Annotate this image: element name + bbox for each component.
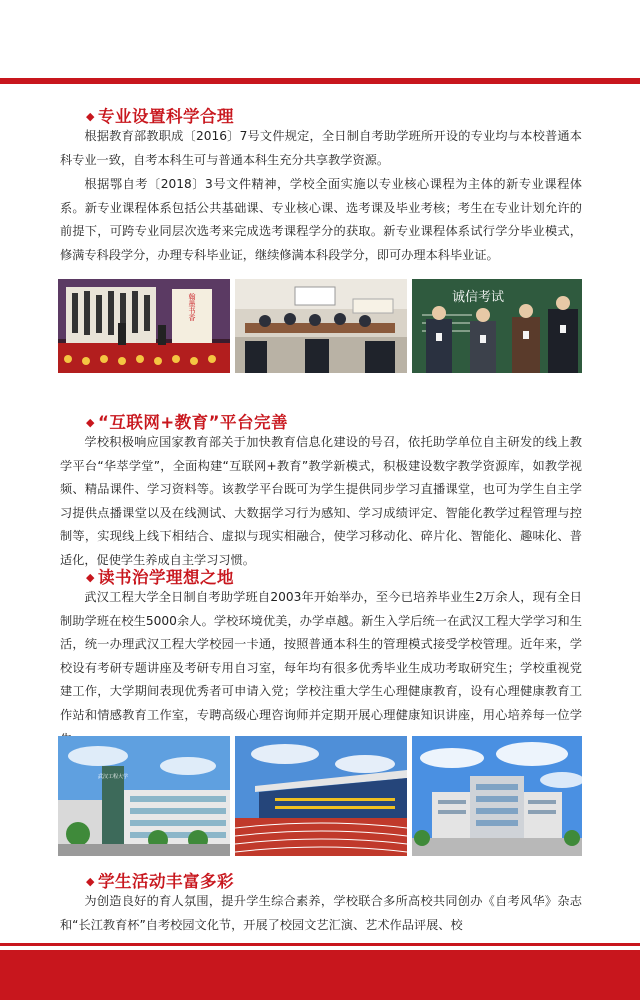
paragraph-internet-education: 学校积极响应国家教育部关于加快教育信息化建设的号召，依托助学单位自主研发的线上教学平台“华萃学堂”，全面构建“互联网+教育”教学新模式，积极建设数字教学资源库，如教学视频、精品课件、学习资料等。该教学平台既可为学生提供同步学习直播课堂，也可为学生自主学习提供点播课堂以及在线测试、大数据学习行为感知、学习成绩评定、智能化教学过程管理与控制等，实现线上线下相结合、虚拟与现实相融合，使学习移动化、碎片化、智能化、趣味化、普适化，促使学生养成自主学习习惯。 — [60, 435, 582, 567]
diamond-icon: ◆ — [86, 571, 95, 584]
calligraphy-scroll-text: 翰墨书香 — [188, 293, 196, 321]
bottom-red-band — [0, 950, 640, 1000]
heading-text: 学生活动丰富多彩 — [97, 872, 234, 891]
diamond-icon: ◆ — [86, 416, 95, 429]
paragraph-majors-2: 根据鄂自考〔2018〕3号文件精神，学校全面实施以专业核心课程为主体的新专业课程体系。新专业课程体系包括公共基础课、专业核心课、选考课及毕业考核；考生在专业计划允许的前提下，可跨专业同层次选考来完成选考课程学分的获取。新专业课程体系试行学分毕业模式，修满专科段学分，办理专科毕业证，继续修满本科段学分，即可办理本科毕业证。 — [60, 177, 582, 262]
stadium-track-photo — [235, 736, 407, 856]
section-heading-activities — [86, 868, 234, 892]
heading-text: “互联网+教育”平台完善 — [97, 413, 288, 432]
diamond-icon: ◆ — [86, 875, 95, 888]
photo-row-events — [58, 279, 582, 373]
exam-inspection-photo — [412, 279, 582, 373]
exam-banner-text: 诚信考试 — [452, 290, 505, 305]
campus-building-photo — [58, 736, 230, 856]
paragraph-activities: 为创造良好的育人氛围，提升学生综合素养，学校联合多所高校共同创办《自考风华》杂志和“长江教育杯”自考校园文化节，开展了校园文艺汇演、艺术作品评展、校 — [60, 894, 582, 932]
library-building-photo — [412, 736, 582, 856]
campus-sign-text: 武汉工程大学 — [97, 774, 129, 780]
section-heading-majors — [86, 103, 234, 127]
top-red-band — [0, 78, 640, 84]
meeting-room-photo — [235, 279, 407, 373]
heading-text: 专业设置科学合理 — [97, 107, 234, 126]
section-heading-study-place — [86, 564, 234, 588]
heading-text: 读书治学理想之地 — [97, 568, 234, 587]
calligraphy-ceremony-photo — [58, 279, 230, 373]
paragraph-majors-1: 根据教育部教职成〔2016〕7号文件规定，全日制自考助学班所开设的专业均与本校普通本科专业一致，自考本科生可与普通本科生充分共享教学资源。 — [60, 129, 582, 167]
diamond-icon: ◆ — [86, 110, 95, 123]
photo-row-campus — [58, 736, 582, 856]
section-heading-internet-education — [86, 409, 288, 433]
paragraph-study-place: 武汉工程大学全日制自考助学班自2003年开始举办，至今已培养毕业生2万余人，现有全日制助学班在校生5000余人。学校环境优美，办学卓越。新生入学后统一在武汉工程大学学习和生活，统一办理武汉工程大学校园一卡通，按照普通本科生的管理模式接受学校管理。近年来，学校设有考研专题讲座及考研专用自习室，每年均有很多优秀毕业生成功考取研究生；学校重视党建工作，大学期间表现优秀者可申请入党；学校注重大学生心理健康教育，设有心理健康教育工作站和情感教育工作室，专聘高级心理咨询师并定期开展心理健康知识讲座，用心培养每一位学 — [60, 590, 582, 722]
